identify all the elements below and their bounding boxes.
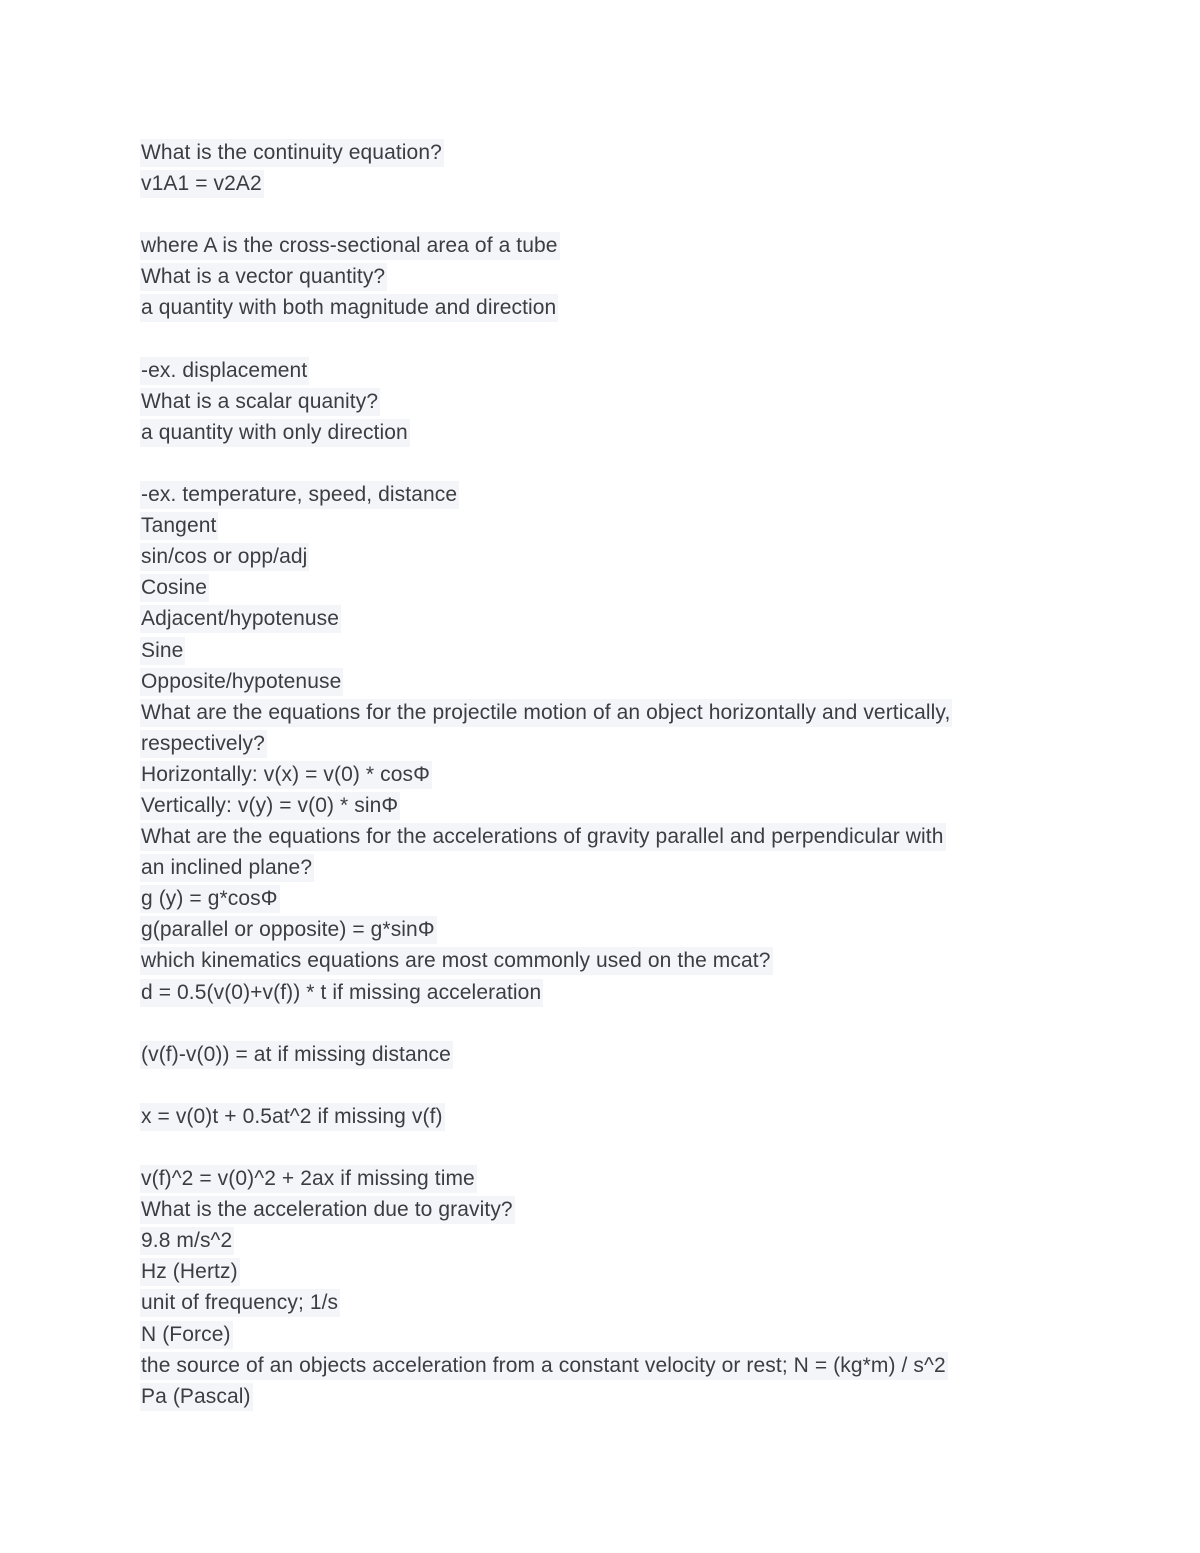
blank-line	[140, 201, 1060, 232]
text: What is a scalar quanity?	[140, 388, 380, 416]
text-line	[140, 512, 1060, 543]
text-line	[140, 792, 1060, 823]
text: an inclined plane?	[140, 854, 314, 882]
text: What is the continuity equation?	[140, 139, 444, 167]
text: a quantity with both magnitude and direction	[140, 294, 558, 322]
text: unit of frequency; 1/s	[140, 1289, 340, 1317]
text: where A is the cross-sectional area of a tube	[140, 232, 560, 260]
text: the source of an objects acceleration from a constant velocity or rest; N = (kg*m) / s^2	[140, 1352, 948, 1380]
text: which kinematics equations are most commonly used on the mcat?	[140, 947, 773, 975]
text-line	[140, 1289, 1060, 1320]
text: -ex. displacement	[140, 357, 309, 385]
text-line	[140, 605, 1060, 636]
text-line	[140, 232, 1060, 263]
text-line	[140, 1196, 1060, 1227]
text: What is a vector quantity?	[140, 263, 387, 291]
text-line	[140, 1352, 1060, 1383]
text: Pa (Pascal)	[140, 1383, 253, 1411]
text: v(f)^2 = v(0)^2 + 2ax if missing time	[140, 1165, 477, 1193]
text: Hz (Hertz)	[140, 1258, 240, 1286]
text: g (y) = g*cosΦ	[140, 885, 280, 913]
text-line	[140, 823, 1060, 854]
text-line	[140, 885, 1060, 916]
text: Adjacent/hypotenuse	[140, 605, 341, 633]
text: v1A1 = v2A2	[140, 170, 264, 198]
text-line	[140, 637, 1060, 668]
text: Sine	[140, 637, 185, 665]
text: 9.8 m/s^2	[140, 1227, 234, 1255]
text: a quantity with only direction	[140, 419, 410, 447]
text-line	[140, 357, 1060, 388]
text: What are the equations for the accelerations of gravity parallel and perpendicular with	[140, 823, 946, 851]
text-line	[140, 388, 1060, 419]
text-line	[140, 668, 1060, 699]
blank-line	[140, 1134, 1060, 1165]
text-line	[140, 761, 1060, 792]
document-page	[140, 139, 1060, 1414]
text: respectively?	[140, 730, 267, 758]
text-line	[140, 1103, 1060, 1134]
text: Vertically: v(y) = v(0) * sinΦ	[140, 792, 400, 820]
blank-line	[140, 1072, 1060, 1103]
text-line	[140, 543, 1060, 574]
text-line	[140, 1165, 1060, 1196]
text: (v(f)-v(0)) = at if missing distance	[140, 1041, 453, 1069]
text-line	[140, 263, 1060, 294]
text-line	[140, 1321, 1060, 1352]
text-line	[140, 947, 1060, 978]
text-line	[140, 979, 1060, 1010]
text-line	[140, 1227, 1060, 1258]
text-line	[140, 699, 1060, 730]
text-line	[140, 574, 1060, 605]
text: d = 0.5(v(0)+v(f)) * t if missing acceleration	[140, 979, 543, 1007]
text-line	[140, 854, 1060, 885]
text-line	[140, 730, 1060, 761]
text: sin/cos or opp/adj	[140, 543, 309, 571]
text: N (Force)	[140, 1321, 233, 1349]
text: What are the equations for the projectile motion of an object horizontally and vertically,	[140, 699, 952, 727]
blank-line	[140, 1010, 1060, 1041]
text-line	[140, 481, 1060, 512]
text: Horizontally: v(x) = v(0) * cosΦ	[140, 761, 432, 789]
text: Opposite/hypotenuse	[140, 668, 343, 696]
text: What is the acceleration due to gravity?	[140, 1196, 515, 1224]
text: g(parallel or opposite) = g*sinΦ	[140, 916, 437, 944]
text: x = v(0)t + 0.5at^2 if missing v(f)	[140, 1103, 445, 1131]
blank-line	[140, 326, 1060, 357]
text: Tangent	[140, 512, 218, 540]
text-line	[140, 916, 1060, 947]
text-line	[140, 294, 1060, 325]
text-line	[140, 419, 1060, 450]
text-line	[140, 139, 1060, 170]
text-line	[140, 1258, 1060, 1289]
text: -ex. temperature, speed, distance	[140, 481, 459, 509]
text-line	[140, 170, 1060, 201]
text-line	[140, 1041, 1060, 1072]
text: Cosine	[140, 574, 209, 602]
blank-line	[140, 450, 1060, 481]
text-line	[140, 1383, 1060, 1414]
